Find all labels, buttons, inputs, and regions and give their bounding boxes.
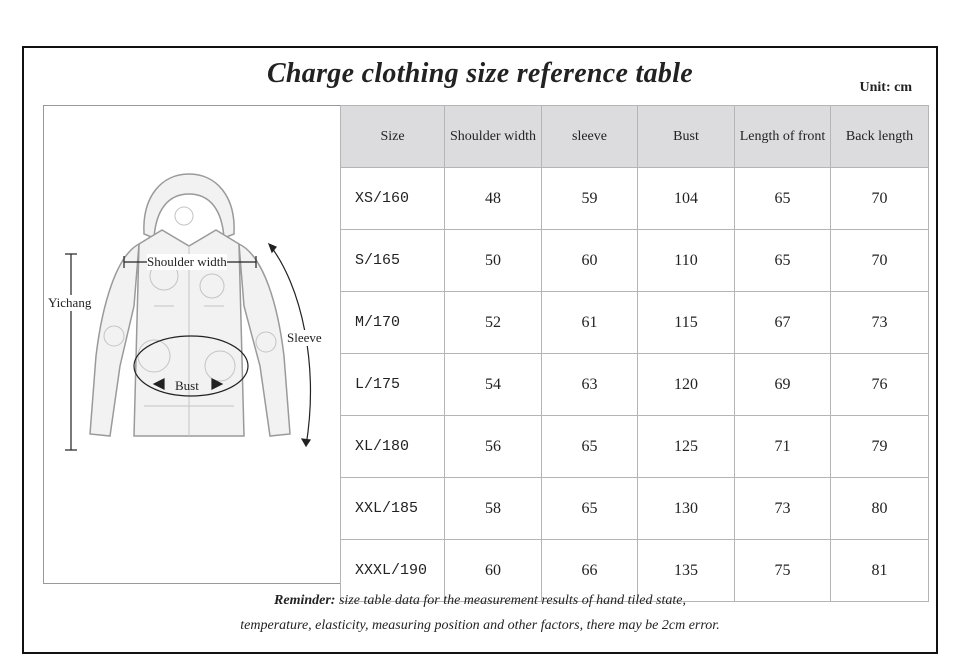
cell-shoulder-width: 60 [445,540,542,602]
table-row [341,478,929,540]
unit-label: Unit: cm [859,80,912,95]
cell-size: L/175 [341,354,445,416]
cell-sleeve: 60 [542,230,638,292]
header-back-length: Back length [831,106,929,168]
cell-back-length: 70 [831,230,929,292]
header-shoulder-width: Shoulder width [445,106,542,168]
cell-length-of-front: 65 [735,230,831,292]
cell-shoulder-width: 56 [445,416,542,478]
cell-length-of-front: 73 [735,478,831,540]
jacket-figure [43,105,341,584]
table-row [341,168,929,230]
cell-bust: 115 [638,292,735,354]
reminder-label: Reminder: [274,593,336,608]
cell-size: S/165 [341,230,445,292]
table-header-row [341,106,929,168]
cell-shoulder-width: 58 [445,478,542,540]
table-row [341,354,929,416]
cell-sleeve: 66 [542,540,638,602]
cell-bust: 110 [638,230,735,292]
length-arrow [65,254,77,450]
cell-length-of-front: 69 [735,354,831,416]
page-title: Charge clothing size reference table [266,58,694,89]
reminder-text-1: size table data for the measurement results of hand tiled state, [338,593,686,608]
cell-back-length: 79 [831,416,929,478]
cell-back-length: 81 [831,540,929,602]
table-row [341,230,929,292]
cell-bust: 104 [638,168,735,230]
cell-size: XXL/185 [341,478,445,540]
length-label: Yichang [48,295,92,310]
cell-bust: 130 [638,478,735,540]
table-row [341,292,929,354]
table-row [341,416,929,478]
cell-size: XXXL/190 [341,540,445,602]
shoulder-width-label: Shoulder width [147,254,227,269]
cell-shoulder-width: 54 [445,354,542,416]
reminder-text-2: temperature, elasticity, measuring position and other factors, there may be 2cm error. [240,618,720,633]
cell-back-length: 70 [831,168,929,230]
cell-length-of-front: 67 [735,292,831,354]
cell-bust: 135 [638,540,735,602]
cell-sleeve: 61 [542,292,638,354]
cell-shoulder-width: 52 [445,292,542,354]
cell-sleeve: 59 [542,168,638,230]
header-length-of-front: Length of front [735,106,831,168]
cell-size: XS/160 [341,168,445,230]
cell-size: XL/180 [341,416,445,478]
header-sleeve: sleeve [542,106,638,168]
cell-back-length: 73 [831,292,929,354]
cell-sleeve: 63 [542,354,638,416]
cell-back-length: 76 [831,354,929,416]
cell-bust: 125 [638,416,735,478]
cell-length-of-front: 75 [735,540,831,602]
bust-label: Bust [175,378,199,393]
cell-length-of-front: 65 [735,168,831,230]
cell-bust: 120 [638,354,735,416]
sleeve-label: Sleeve [287,330,322,345]
header-size: Size [341,106,445,168]
cell-sleeve: 65 [542,478,638,540]
cell-length-of-front: 71 [735,416,831,478]
cell-back-length: 80 [831,478,929,540]
size-table [340,105,929,602]
reminder-line-1 [0,593,960,609]
cell-size: M/170 [341,292,445,354]
reminder-line-2 [0,618,960,634]
cell-shoulder-width: 48 [445,168,542,230]
header-bust: Bust [638,106,735,168]
cell-shoulder-width: 50 [445,230,542,292]
cell-sleeve: 65 [542,416,638,478]
